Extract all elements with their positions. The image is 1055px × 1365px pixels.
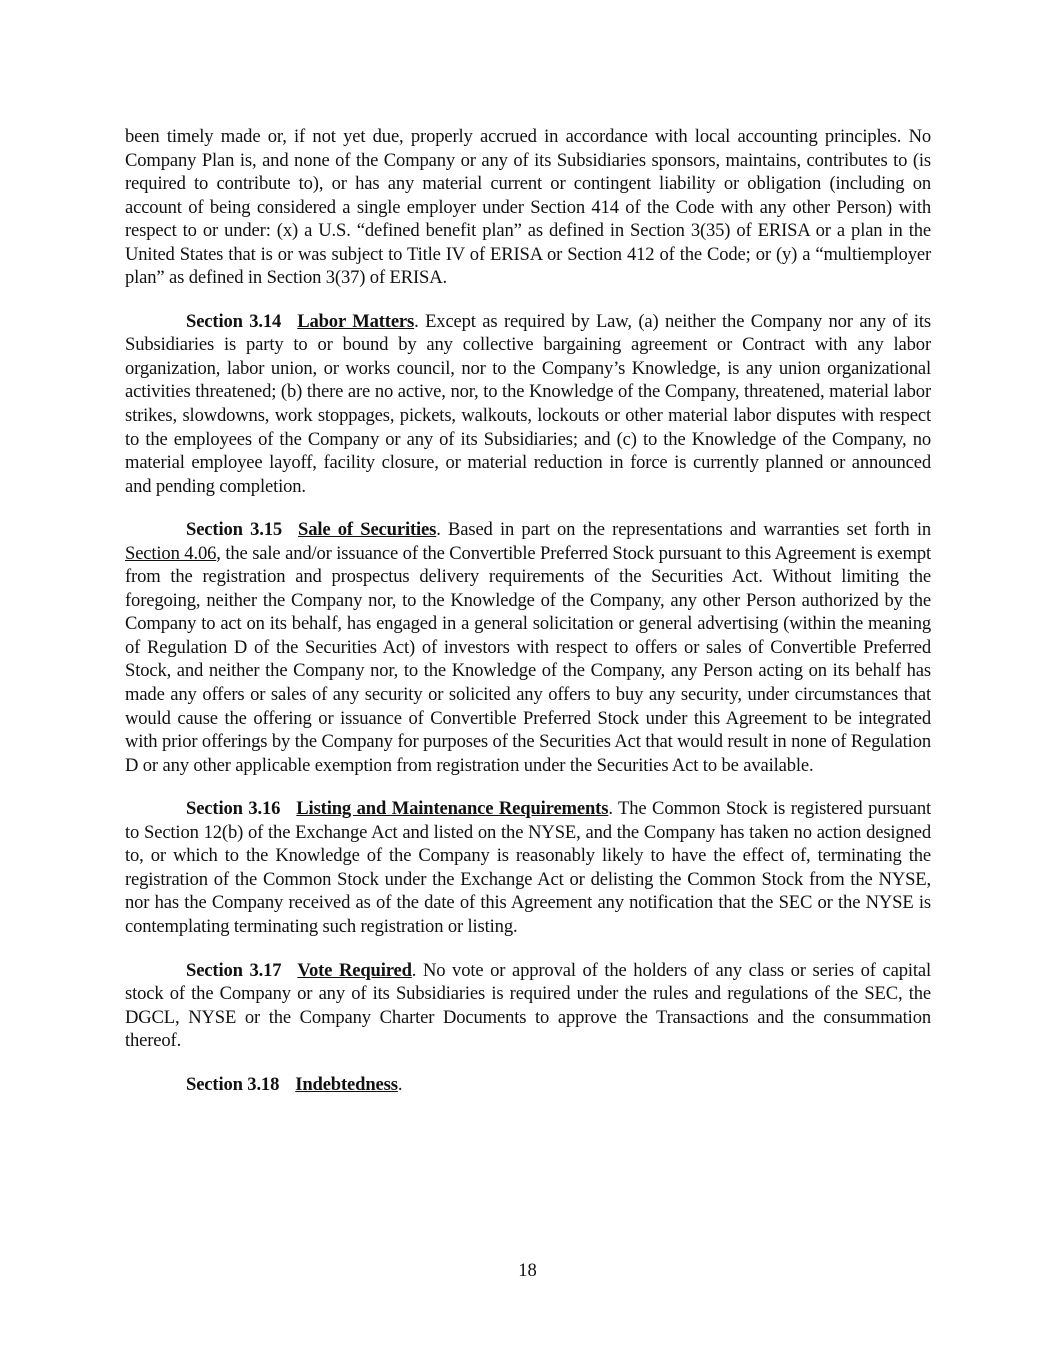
- section-title-period: .: [414, 310, 419, 332]
- section-title-period: .: [436, 519, 441, 541]
- section-title: Sale of Securities: [298, 519, 437, 541]
- section-title-period: .: [608, 798, 613, 820]
- section-number: Section 3.14: [186, 310, 282, 332]
- section-number: Section 3.18: [186, 1073, 280, 1095]
- section-3-17: [125, 959, 931, 1053]
- section-number: Section 3.17: [186, 959, 282, 981]
- section-number: Section 3.16: [186, 798, 281, 820]
- section-3-18: [125, 1073, 931, 1097]
- document-page: [125, 125, 931, 1116]
- section-3-14: [125, 310, 931, 498]
- section-title: Labor Matters: [297, 310, 415, 332]
- section-body: The Common Stock is registered pursuant to Section 12(b) of the Exchange Act and listed on the NYSE, and the Company has taken no action designed to, or which to the Knowledge of the Company is reasonably likely to have the effect of, terminating the registration of the Common Stock under the Exchange Act or delisting the Common Stock from the NYSE, nor has the Company received as of the date of this Agreement any notification that the SEC or the NYSE is contemplating terminating such registration or listing.: [125, 798, 931, 937]
- section-title: Indebtedness: [295, 1073, 398, 1095]
- section-body: No vote or approval of the holders of any class or series of capital stock of the Company or any of its Subsidiaries is required under the rules and regulations of the SEC, the DGCL, NYSE or the Company Charter Documents to approve the Transactions and the consummation thereof.: [125, 959, 931, 1052]
- cross-reference-link[interactable]: Section 4.06: [125, 542, 217, 564]
- page-number: 18: [518, 1260, 537, 1281]
- section-title-period: .: [397, 1073, 403, 1095]
- continuation-paragraph: been timely made or, if not yet due, properly accrued in accordance with local accounting principles. No Company Plan is, and none of the Company or any of its Subsidiaries sponsors, maintains, contributes to (is required to contribute to), or has any material current or contingent liability or obligation (including on account of being considered a single employer under Section 414 of the Code with any other Person) with respect to or under: (x) a U.S. “defined benefit plan” as defined in Section 3(35) of ERISA or a plan in the United States that is or was subject to Title IV of ERISA or Section 412 of the Code; or (y) a “multiemployer plan” as defined in Section 3(37) of ERISA.: [125, 126, 931, 289]
- section-title: Listing and Maintenance Requirements: [296, 798, 609, 820]
- section-body: Except as required by Law, (a) neither the Company nor any of its Subsidiaries is party to or bound by any collective bargaining agreement or Contract with any labor organization, labor union, or works council, nor to the Company’s Knowledge, is any union organizational activities threatened; (b) there are no active, nor, to the Knowledge of the Company, threatened, material labor strikes, slowdowns, work stoppages, pickets, walkouts, lockouts or other material labor disputes with respect to the employees of the Company or any of its Subsidiaries; and (c) to the Knowledge of the Company, no material employee layoff, facility closure, or material reduction in force is currently planned or announced and pending completion.: [125, 310, 931, 497]
- section-body-intro: Based in part on the representations and warranties set forth in: [440, 519, 931, 541]
- section-body: , the sale and/or issuance of the Convertible Preferred Stock pursuant to this Agreement is exempt from the registration and prospectus delivery requirements of the Securities Act. Without limiting the foregoing, neither the Company nor, to the Knowledge of the Company, any other Person authorized by the Company to act on its behalf, has engaged in a general solicitation or general advertising (within the meaning of Regulation D of the Securities Act) of investors with respect to offers or sales of Convertible Preferred Stock, and neither the Company nor, to the Knowledge of the Company, any Person acting on its behalf has made any offers or sales of any security or solicited any offers to buy any security, under circumstances that would cause the offering or issuance of Convertible Preferred Stock under this Agreement to be integrated with prior offerings by the Company for purposes of the Securities Act that would result in none of Regulation D or any other applicable exemption from registration under the Securities Act to be available.: [125, 542, 931, 776]
- section-title-period: .: [411, 959, 417, 981]
- section-3-16: [125, 797, 931, 938]
- section-number: Section 3.15: [186, 519, 283, 541]
- section-title: Vote Required: [297, 959, 412, 981]
- section-3-15: [125, 518, 931, 777]
